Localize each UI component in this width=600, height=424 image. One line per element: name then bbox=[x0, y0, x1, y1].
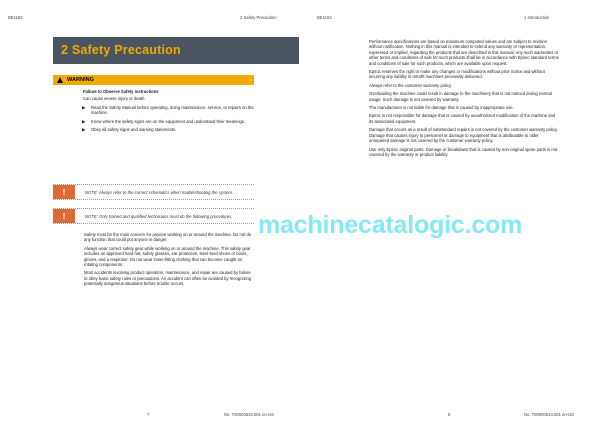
exclamation-icon: ! bbox=[53, 209, 75, 223]
paragraph: Use only Epiroc original parts. Damage or breakdown that is caused by non-original spare parts is not covered by the warranty or product liability. bbox=[369, 146, 558, 157]
right-page-number: 6 bbox=[448, 412, 451, 417]
note-box bbox=[53, 208, 254, 224]
warning-body bbox=[53, 85, 254, 132]
paragraph: Always refer to the customer warranty policy. bbox=[369, 82, 453, 88]
warning-subtitle: Failure to Observe Safety Instructions bbox=[83, 89, 159, 94]
right-body-text bbox=[369, 39, 559, 160]
note-text: NOTE: Only trained and qualified technicians must do the following procedures. bbox=[85, 213, 233, 219]
note-box bbox=[53, 184, 254, 200]
warning-label: WARNING bbox=[67, 77, 95, 83]
paragraph: Most accidents involving product operation, maintenance, and repair are caused by failure to obey basic safety rules or precautions. An accident can often be avoided by recognizing potentially dangerous situations before trouble occurs. bbox=[84, 270, 252, 287]
paragraph: Always wear correct safety gear while working on or around the machine. This safety gear includes an approved hard hat, safety glasses, ear protection, steel-toed shoes or boots, gloves, and a respirator. Do not wear loose-fitting clothing that can become caught on rotating components. bbox=[84, 245, 251, 268]
left-page-number: 7 bbox=[147, 412, 150, 417]
section-title: 2 Safety Precaution bbox=[61, 43, 181, 57]
warning-box bbox=[53, 75, 254, 135]
paragraph: The manufacturer is not liable for damage that is caused by inappropriate use. bbox=[369, 105, 514, 111]
paragraph: Performance specifications are based on maximum computed values and are subject to revision without notification. Nothing in this manual is intended to extend any warranty or representation, expressed or implied, regarding the products that are described in this manual. Any such warranties or other terms and conditions of sale for such products shall be in accordance with Epiroc standard terms and conditions of sale for such products, which are available upon request. bbox=[369, 39, 559, 66]
warning-consequence: Can cause severe injury or death bbox=[83, 96, 145, 102]
watermark: machinecatalogic.com bbox=[258, 211, 523, 239]
arrow-bullet-icon: ▶ bbox=[82, 118, 86, 124]
warning-bullet bbox=[83, 119, 254, 124]
paragraph: Safety must be the main concern for anyone working on or around the machine. Do not do any function that could put anyone in danger. bbox=[84, 232, 252, 243]
warning-bullet bbox=[83, 127, 254, 132]
right-header-section: 1 Introduction bbox=[524, 15, 550, 20]
exclamation-icon: ! bbox=[53, 185, 75, 199]
warning-bullet-text: Read the Safety Manual before operating, doing maintenance, service, or repairs on the machine. bbox=[91, 104, 254, 116]
arrow-bullet-icon: ▶ bbox=[82, 104, 86, 110]
section-banner bbox=[53, 37, 299, 64]
warning-bullet bbox=[83, 105, 254, 116]
left-header-model: BE1163 bbox=[8, 15, 23, 20]
left-body-text bbox=[84, 232, 254, 290]
warning-bullet-text: Know where the safety signs are on the equipment and understand their meanings. bbox=[91, 118, 246, 124]
warning-triangle-icon bbox=[57, 77, 63, 83]
left-header-section: 2 Safety Precaution bbox=[240, 15, 277, 20]
right-header-model: BE1163 bbox=[317, 15, 332, 20]
paragraph: Damage that occurs as a result of substandard repairs is not covered by the customer warranty policy. Damage that causes injury to personnel or damage to equipment that is attributable to older unrepaired damage is not covered by the customer warranty policy. bbox=[369, 127, 558, 144]
arrow-bullet-icon: ▶ bbox=[82, 127, 86, 133]
paragraph: Epiroc reserves the right to make any changes or modifications without prior notice and without incurring any liability to retrofit machines previously delivered. bbox=[369, 69, 545, 80]
right-doc-number: No. T00000510.001 en-US bbox=[524, 412, 574, 417]
paragraph: Overloading the machine could result in damage to the machinery that is not noticed during normal usage. Such damage is not covered by warranty. bbox=[369, 91, 552, 102]
paragraph: Epiroc is not responsible for damage that is caused by unauthorized modification of the machine and its associated equipment. bbox=[369, 113, 556, 124]
left-doc-number: No. T00000510.001 en-US bbox=[224, 412, 274, 417]
note-text: NOTE: Always refer to the correct schematics when troubleshooting the system. bbox=[85, 189, 234, 195]
warning-header bbox=[53, 75, 254, 85]
warning-bullet-text: Obey all safety signs and warning statements. bbox=[91, 127, 177, 133]
